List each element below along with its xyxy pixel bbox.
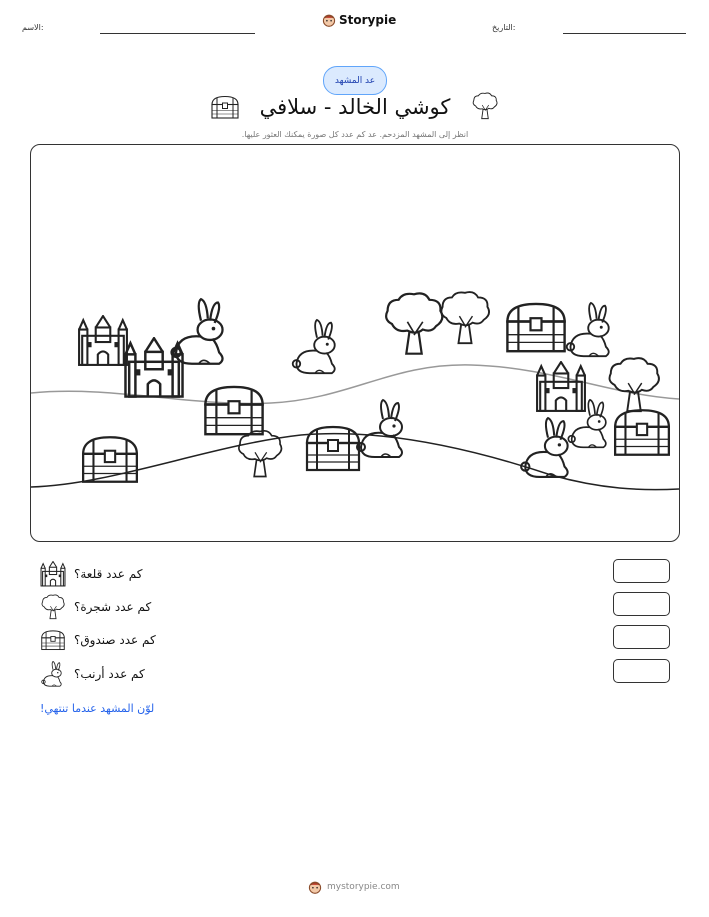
- activity-badge: عد المشهد: [323, 66, 387, 95]
- castle-icon: [40, 561, 66, 587]
- brand-logo: [322, 13, 396, 27]
- question-text: كم عدد قلعة؟: [74, 567, 143, 581]
- scene-drawing: [31, 145, 679, 541]
- castle-icon: [537, 362, 585, 411]
- treasure-chest-icon: [205, 387, 262, 434]
- question-text: كم عدد أرنب؟: [74, 667, 145, 681]
- rabbit-icon: [172, 299, 223, 364]
- treasure-chest-icon: [615, 410, 669, 454]
- rabbit-icon: [567, 303, 609, 356]
- question-text: كم عدد صندوق؟: [74, 633, 156, 647]
- date-label: التاريخ:: [492, 23, 516, 32]
- brand-icon: [322, 13, 336, 27]
- tree-icon: [239, 431, 282, 477]
- footer: [308, 880, 400, 894]
- castle-icon: [79, 316, 127, 365]
- brand-name: Storypie: [339, 13, 397, 27]
- title-tree-icon: [470, 92, 500, 120]
- instructions: انظر إلى المشهد المزدحم. عد كم عدد كل صورة يمكنك العثور عليها.: [241, 130, 469, 139]
- counting-scene: [30, 144, 680, 542]
- name-line[interactable]: [100, 33, 255, 34]
- coloring-note: لوّن المشهد عندما تنتهي!: [40, 702, 155, 715]
- rabbit-icon: [357, 400, 402, 457]
- rabbit-icon: [521, 418, 567, 477]
- rabbit-icon: [293, 320, 335, 373]
- date-line[interactable]: [563, 33, 686, 34]
- question-castle: [40, 561, 142, 587]
- rabbit-icon: [568, 400, 606, 448]
- answer-box-tree[interactable]: [613, 592, 670, 616]
- footer-url[interactable]: mystorypie.com: [327, 882, 400, 892]
- treasure-chest-icon: [507, 304, 564, 351]
- brand-icon: [308, 880, 322, 894]
- castle-icon: [125, 338, 182, 396]
- answer-box-rabbit[interactable]: [613, 659, 670, 683]
- answer-box-chest[interactable]: [613, 625, 670, 649]
- rabbit-icon: [40, 661, 66, 687]
- question-text: كم عدد شجرة؟: [74, 600, 152, 614]
- tree-icon: [610, 358, 659, 411]
- question-rabbit: [40, 661, 145, 687]
- treasure-chest-icon: [40, 628, 66, 652]
- page-title: كوشي الخالد - سلافي: [259, 95, 451, 119]
- treasure-chest-icon: [83, 437, 137, 481]
- tree-icon: [441, 292, 489, 343]
- answer-box-castle[interactable]: [613, 559, 670, 583]
- tree-icon: [386, 293, 442, 353]
- question-chest: [40, 627, 156, 653]
- name-label: الاسم:: [22, 23, 44, 32]
- question-tree: [40, 594, 151, 620]
- tree-icon: [40, 594, 66, 620]
